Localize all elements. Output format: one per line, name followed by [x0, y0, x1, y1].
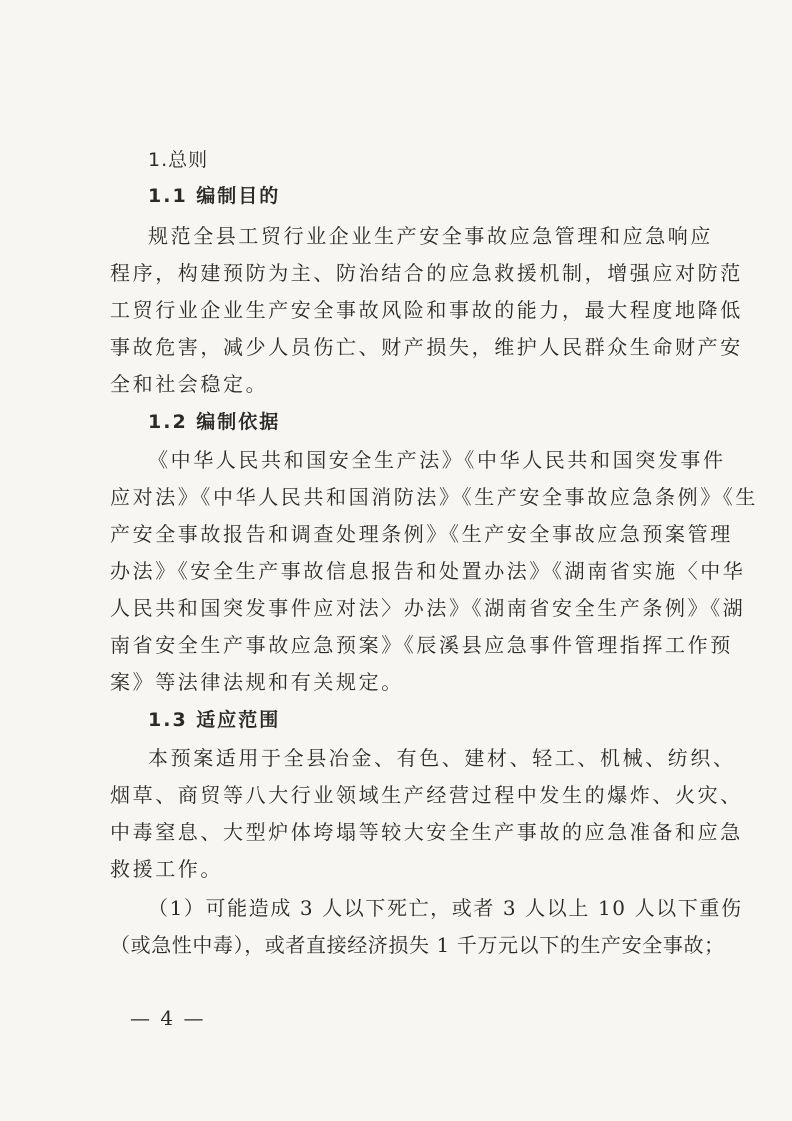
paragraph-line: 产安全事故报告和调查处理条例》《生产安全事故应急预案管理	[110, 522, 733, 546]
paragraph-line: 规范全县工贸行业企业生产安全事故应急管理和应急响应	[148, 224, 713, 248]
paragraph-line: 程序，构建预防为主、防治结合的应急救援机制，增强应对防范	[110, 261, 743, 285]
subsection-heading-basis: 1.2 编制依据	[148, 411, 281, 433]
subsection-heading-scope: 1.3 适应范围	[148, 709, 281, 731]
paragraph-line: 案》等法律法规和有关规定。	[110, 670, 404, 694]
paragraph-line: 工贸行业企业生产安全事故风险和事故的能力，最大程度地降低	[110, 298, 743, 322]
paragraph-line: 事故危害，减少人员伤亡、财产损失，维护人民群众生命财产安	[110, 335, 743, 359]
paragraph-line: （1）可能造成 3 人以下死亡，或者 3 人以上 10 人以下重伤	[148, 896, 743, 920]
paragraph-line: 烟草、商贸等八大行业领域生产经营过程中发生的爆炸、火灾、	[110, 783, 743, 807]
section-heading-general: 1.总则	[148, 149, 209, 171]
paragraph-line: 《中华人民共和国安全生产法》《中华人民共和国突发事件	[148, 448, 726, 472]
subsection-heading-purpose: 1.1 编制目的	[148, 185, 281, 207]
paragraph-line: 救援工作。	[110, 857, 223, 881]
paragraph-line: 人民共和国突发事件应对法〉办法》《湖南省安全生产条例》《湖	[110, 596, 746, 620]
paragraph-line: 中毒窒息、大型炉体垮塌等较大安全生产事故的应急准备和应急	[110, 820, 743, 844]
paragraph-line: 本预案适用于全县冶金、有色、建材、轻工、机械、纺织、	[148, 746, 736, 770]
page-number: — 4 —	[130, 1006, 206, 1030]
paragraph-line: 南省安全生产事故应急预案》《辰溪县应急事件管理指挥工作预	[110, 633, 733, 657]
paragraph-line: 全和社会稳定。	[110, 372, 269, 396]
paragraph-line: 办法》《安全生产事故信息报告和处置办法》《湖南省实施〈中华	[110, 559, 746, 583]
paragraph-line: 应对法》《中华人民共和国消防法》《生产安全事故应急条例》《生	[110, 485, 758, 509]
paragraph-line: （或急性中毒），或者直接经济损失 1 千万元以下的生产安全事故；	[110, 933, 725, 957]
